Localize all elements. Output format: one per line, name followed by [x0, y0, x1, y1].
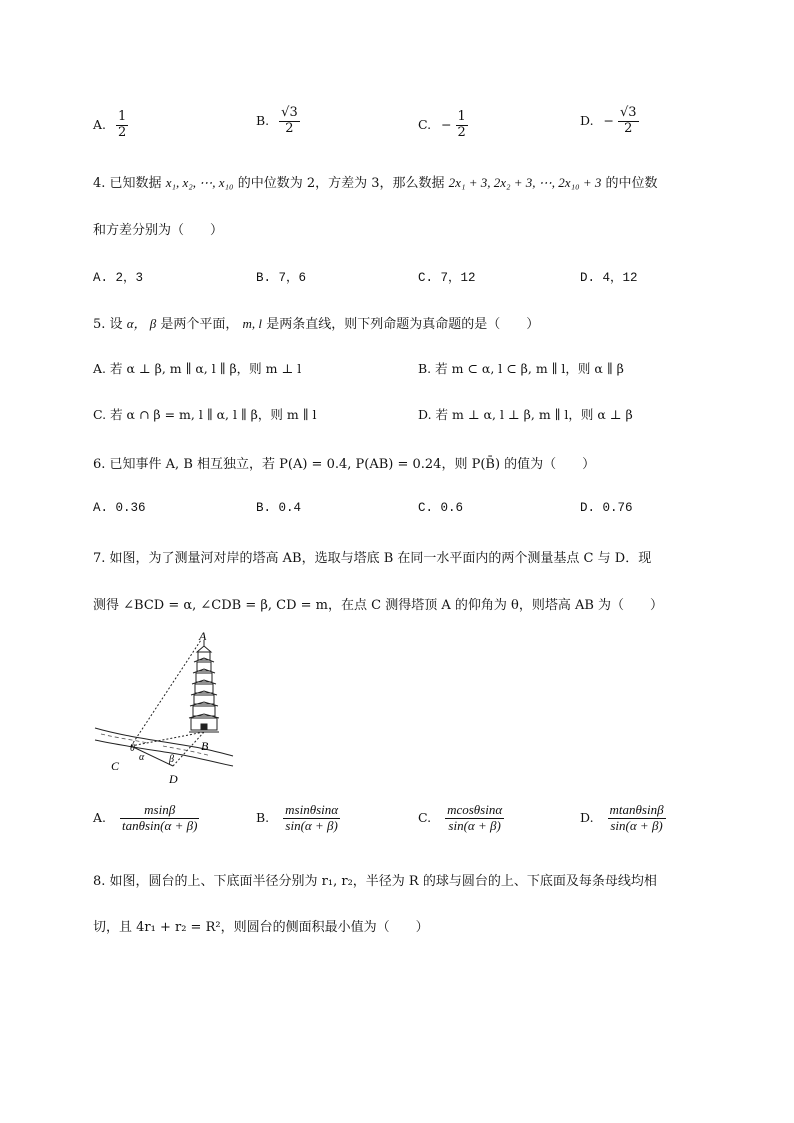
- fraction: [283, 803, 340, 834]
- q4-option-d[interactable]: D. 4，12: [580, 271, 638, 285]
- option-label: D.: [580, 112, 594, 128]
- q4-stem-line1: [93, 172, 658, 191]
- fraction: [116, 110, 128, 141]
- denominator: 2: [285, 120, 294, 136]
- q6-option-c[interactable]: C. 0.6: [418, 501, 464, 515]
- denominator: sin(α + β): [285, 817, 338, 833]
- numerator: msinθsinα: [285, 802, 339, 817]
- option-label: A.: [93, 809, 107, 825]
- q5-lines: m, l: [242, 316, 263, 331]
- q5-option-c[interactable]: C. 若 α ∩ β = m, l ∥ α, l ∥ β，则 m ∥ l: [93, 407, 317, 422]
- q3-option-d[interactable]: [580, 106, 639, 137]
- fraction: [618, 106, 639, 137]
- label-C: C: [111, 759, 120, 773]
- q3-option-c[interactable]: [418, 110, 468, 141]
- denominator: sin(α + β): [610, 817, 663, 833]
- q6-option-b[interactable]: B. 0.4: [256, 501, 302, 515]
- q8-stem-line2: 切，且 4r₁ + r₂ = R²，则圆台的侧面积最小值为（ ）: [93, 920, 429, 935]
- q7-option-c[interactable]: [418, 803, 504, 834]
- q5-option-b[interactable]: B. 若 m ⊂ α, l ⊂ β, m ∥ l，则 α ∥ β: [418, 361, 624, 376]
- q8-stem-line1: 8. 如图，圆台的上、下底面半径分别为 r₁, r₂，半径为 R 的球与圆台的上、下底面及每条母线均相: [93, 874, 657, 889]
- q4-option-c[interactable]: C. 7，12: [418, 271, 476, 285]
- line-CD: [131, 746, 173, 766]
- numerator: 1: [457, 109, 466, 124]
- q5-option-d[interactable]: D. 若 m ⊥ α, l ⊥ β, m ∥ l，则 α ⊥ β: [418, 407, 633, 422]
- q3-option-a[interactable]: [93, 110, 128, 141]
- q5-stem: [93, 313, 539, 332]
- fraction: [456, 110, 468, 141]
- numerator: mcosθsinα: [447, 802, 503, 817]
- q4-sequence: x₁, x₂, ⋯, x₁₀: [165, 175, 234, 190]
- denominator: tanθsin(α + β): [122, 817, 198, 833]
- fraction: [445, 803, 504, 834]
- option-label: D.: [580, 809, 594, 825]
- q6-option-a[interactable]: A. 0.36: [93, 501, 146, 515]
- q7-option-b[interactable]: [256, 803, 340, 834]
- fraction: [608, 803, 666, 834]
- numerator: mtanθsinβ: [609, 802, 664, 817]
- denominator: 2: [624, 120, 633, 136]
- q4-option-b[interactable]: B. 7，6: [256, 271, 307, 285]
- minus-sign: −: [441, 116, 452, 132]
- numerator: √3: [281, 105, 298, 120]
- denominator: 2: [457, 124, 466, 140]
- option-label: B.: [256, 112, 270, 128]
- pagoda-river-figure: [93, 628, 238, 788]
- q4-mid: 的中位数为 2，方差为 3，那么数据: [237, 176, 445, 191]
- q7-option-a[interactable]: [93, 803, 199, 834]
- denominator: sin(α + β): [448, 817, 501, 833]
- fraction: [120, 803, 199, 834]
- q4-sequence2: 2x₁ + 3, 2x₂ + 3, ⋯, 2x₁₀ + 3: [448, 175, 602, 190]
- numerator: √3: [620, 105, 637, 120]
- label-D: D: [169, 772, 178, 786]
- river-water: [101, 734, 211, 756]
- q7-option-d[interactable]: [580, 803, 666, 834]
- q4-stem-line2: 和方差分别为（ ）: [93, 223, 224, 238]
- numerator: 1: [118, 109, 127, 124]
- q3-option-b[interactable]: [256, 106, 300, 137]
- q6-stem: 6. 已知事件 A, B 相互独立，若 P(A) = 0.4, P(AB) = 0.24，则 P(B̄) 的值为（ ）: [93, 457, 596, 472]
- label-theta: θ: [130, 743, 135, 754]
- q5-option-a[interactable]: A. 若 α ⊥ β, m ∥ α, l ∥ β，则 m ⊥ l: [93, 361, 302, 376]
- numerator: msinβ: [120, 803, 199, 819]
- minus-sign: −: [603, 112, 615, 128]
- q7-stem-line2: 测得 ∠BCD = α, ∠CDB = β, CD = m，在点 C 测得塔顶 A 的仰角为 θ，则塔高 AB 为（ ）: [93, 598, 664, 613]
- q4-option-a[interactable]: A. 2，3: [93, 271, 144, 285]
- q4-end: 的中位数: [605, 176, 658, 191]
- q5-planes: α， β: [126, 316, 157, 331]
- label-beta: β: [169, 754, 174, 765]
- label-alpha: α: [139, 752, 145, 763]
- q5-end: 是两条直线，则下列命题为真命题的是（ ）: [266, 317, 540, 332]
- denominator: 2: [118, 124, 127, 140]
- q7-stem-line1: 7. 如图，为了测量河对岸的塔高 AB，选取与塔底 B 在同一水平面内的两个测量基点 C 与 D．现: [93, 551, 652, 566]
- pagoda: [189, 640, 219, 732]
- option-label: A.: [93, 116, 107, 132]
- option-label: C.: [418, 809, 432, 825]
- option-label: B.: [256, 809, 270, 825]
- option-label: C.: [418, 116, 432, 132]
- q6-option-d[interactable]: D. 0.76: [580, 501, 633, 515]
- fraction: [279, 106, 300, 137]
- label-A: A: [199, 629, 207, 643]
- label-B: B: [201, 739, 209, 753]
- q4-prefix: 4. 已知数据: [93, 176, 162, 191]
- q5-mid: 是两个平面，: [160, 317, 239, 332]
- q5-prefix: 5. 设: [93, 317, 123, 332]
